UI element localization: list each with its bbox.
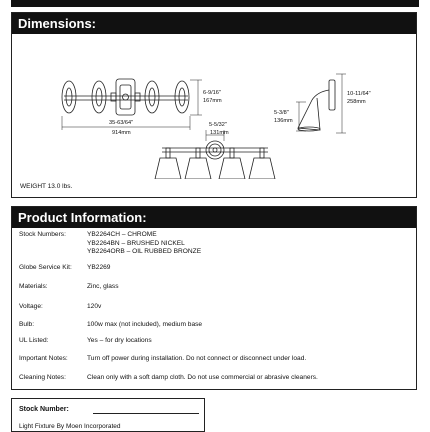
info-row-value-line: Yes – for dry locations [87,337,152,344]
dimensions-section [11,12,417,198]
info-row-value [87,337,409,346]
info-row-value-line: YB2264BN – BRUSHED NICKEL [87,239,185,247]
info-row-value-line: 120v [87,303,102,310]
info-row-label: Bulb: [19,321,35,328]
side-view-dim-lines [296,74,346,133]
info-row-label: Important Notes: [19,355,68,362]
dimensions-heading: Dimensions: [12,13,416,34]
info-row-value [87,283,409,292]
info-row-label: Stock Numbers: [19,231,66,238]
info-row-label: Globe Service Kit: [19,264,72,271]
top-view-height-label: 6-9/16" [203,90,221,96]
weight-text: WEIGHT 13.0 lbs. [20,183,73,190]
info-row-value-line: YB2264CH – CHROME [87,231,157,238]
info-row-label: UL Listed: [19,337,49,344]
top-view-width-mm: 914mm [112,130,131,136]
stock-number-write-line [93,413,199,414]
info-row-value [87,374,409,383]
front-view-depth-mm: 131mm [210,130,229,136]
info-row-value [87,355,409,364]
info-row-value [87,321,409,330]
top-view-height-mm: 167mm [203,98,222,104]
product-info-heading: Product Information: [12,207,416,228]
info-row-label: Materials: [19,283,48,290]
stock-number-box [11,398,205,432]
front-view-depth-label: 5-5/32" [209,122,227,128]
info-row-value [87,264,409,273]
front-view-drawing [155,141,275,179]
info-row-label: Cleaning Notes: [19,374,66,381]
info-row-label: Voltage: [19,303,43,310]
dimensions-diagram [12,34,416,179]
info-row-value-line: Clean only with a soft damp cloth. Do not use commercial or abrasive cleaners. [87,374,318,381]
fixture-drawings [12,34,416,179]
stock-number-label: Stock Number: [19,406,69,413]
info-row-value-line: Turn off power during installation. Do not connect or disconnect under load. [87,355,307,362]
info-row-value-line: Zinc, glass [87,283,119,290]
side-view-drawing [298,80,335,131]
info-row-value-line: YB2264ORB – OIL RUBBED BRONZE [87,248,202,255]
product-info-section [11,206,417,390]
top-header-bar [11,0,419,7]
side-view-height-mm: 258mm [347,99,366,105]
info-row-value-line: YB2269 [87,264,111,271]
info-row-value [87,303,409,312]
top-view-width-label: 35-63/64" [109,120,134,126]
manufacturer-text: Light Fixture By Moen Incorporated [19,423,121,430]
info-row-value [87,231,409,257]
side-view-ext-label: 5-3/8" [274,110,289,116]
top-view-drawing [62,79,189,115]
info-row-value-line: 100w max (not included), medium base [87,321,203,328]
side-view-height-label: 10-11/64" [347,91,371,97]
side-view-ext-mm: 136mm [274,118,293,124]
